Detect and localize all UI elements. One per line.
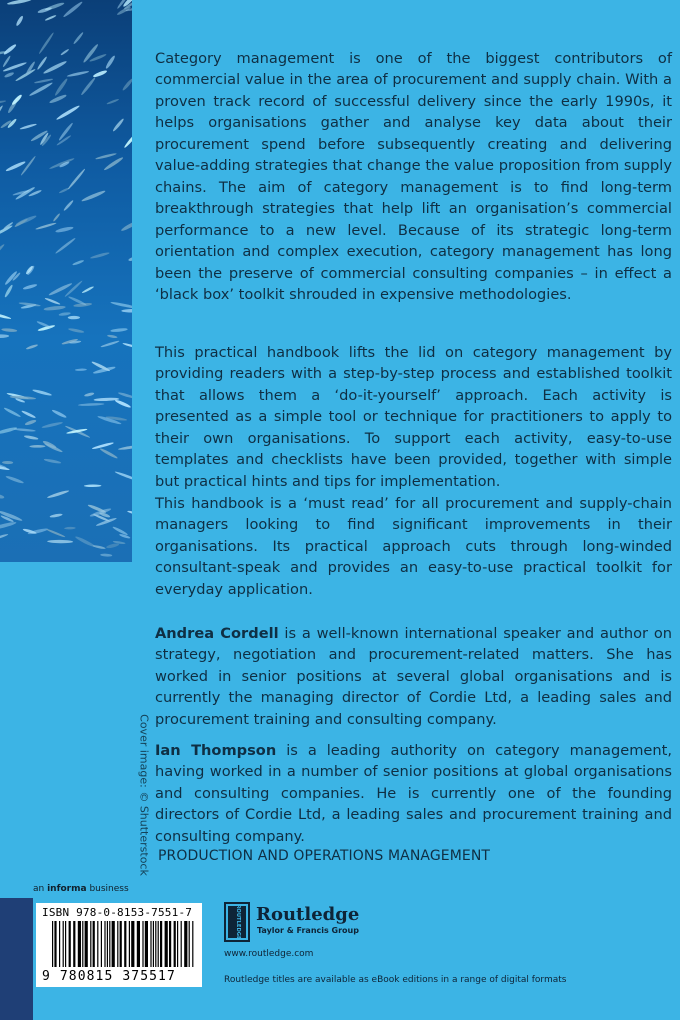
fish-shape xyxy=(1,328,17,333)
fish-shape xyxy=(68,316,80,319)
barcode-bar xyxy=(73,921,75,967)
fish-shape xyxy=(44,1,64,11)
author-bio-text: is a well-known international speaker and author on strategy, negotiation and procurement-related matters. She has worked in senior positions at several global organisations and is currently the managing director of Cordie Ltd, a leading sales and procurement training and consulting company. xyxy=(155,624,673,728)
fish-shape xyxy=(75,368,87,371)
fish-shape xyxy=(44,442,63,453)
fish-shape xyxy=(0,521,17,531)
fish-shape xyxy=(0,493,5,499)
barcode-bar xyxy=(82,921,83,967)
fish-shape xyxy=(2,55,11,67)
barcode-bar xyxy=(90,921,91,967)
barcode-bar xyxy=(54,921,56,967)
fish-shape xyxy=(26,344,39,351)
fish-shape xyxy=(54,78,69,97)
barcode-bar xyxy=(85,921,88,967)
fish-shape xyxy=(78,403,105,407)
fish-shape xyxy=(56,104,81,121)
isbn-barcode xyxy=(36,903,202,987)
barcode-bar xyxy=(181,921,182,967)
fish-shape xyxy=(84,392,95,397)
fish-shape xyxy=(35,222,57,230)
author-bio-text: is a leading authority on category management, having worked in a number of senior positions at global organisations and consulting companies. He is currently one of the founding directors of Cordie Ltd, a leading sales and procurement training and consulting company. xyxy=(155,741,673,845)
fish-shape xyxy=(49,93,68,104)
fish-shape xyxy=(5,160,26,172)
fish-shape xyxy=(36,56,47,71)
cover-credit-text: Cover image: © Shutterstock xyxy=(137,714,151,876)
author-bio-andrea-cordell xyxy=(155,623,672,731)
fish-shape xyxy=(47,540,73,544)
barcode-bar xyxy=(124,921,126,967)
fish-shape xyxy=(46,528,66,538)
fish-shape xyxy=(29,445,45,448)
fish-shape xyxy=(9,395,36,400)
fish-shape xyxy=(24,419,36,426)
fish-shape xyxy=(15,15,24,27)
author-name: Ian Thompson xyxy=(155,741,277,759)
fish-shape xyxy=(67,168,86,190)
fish-shape xyxy=(99,447,118,459)
fish-shape xyxy=(122,342,132,349)
fish-shape xyxy=(75,535,96,548)
barcode-bar xyxy=(131,921,134,967)
barcode-bar xyxy=(158,921,159,967)
fish-shape xyxy=(68,328,84,334)
barcode-bar xyxy=(177,921,178,967)
barcode-bar xyxy=(165,921,168,967)
fish-shape xyxy=(107,334,118,338)
fish-shape xyxy=(3,407,21,418)
fish-shape xyxy=(14,428,36,432)
barcode-bar xyxy=(69,921,71,967)
barcode-bar xyxy=(93,921,95,967)
fish-shape xyxy=(0,100,6,105)
publisher-url: www.routledge.com xyxy=(224,949,314,959)
barcode-bar xyxy=(112,921,115,967)
fish-shape xyxy=(19,123,37,130)
fish-shape xyxy=(100,553,112,557)
fish-shape xyxy=(0,105,4,124)
barcode-bar xyxy=(160,921,162,967)
fish-shape xyxy=(96,517,118,527)
fish-shape xyxy=(24,435,39,441)
fish-shape xyxy=(49,157,75,170)
fish-shape xyxy=(62,0,83,18)
barcode-bar xyxy=(109,921,110,967)
fish-shape xyxy=(5,475,24,484)
barcode-bar xyxy=(155,921,156,967)
fish-shape xyxy=(4,71,15,78)
fish-shape xyxy=(59,187,71,194)
barcode-bar xyxy=(63,921,64,967)
fish-shape xyxy=(95,152,117,160)
fish-shape xyxy=(3,43,17,56)
barcode-bar xyxy=(101,921,102,967)
fish-shape xyxy=(51,409,67,419)
blurb-paragraph-1: Category management is one of the biggest contributors of commercial value in the area of procurement and supply chain. With a proven track record of successful delivery since the early 1990s, it helps organisations gather and analyse key data about their procurement spend before subsequently creating and delivering value-adding strategies that change the value proposition from supply chains. The aim of category management is to find long-term breakthrough strategies that help lift an organisation’s commercial performance to a new level. Because of its strategic long-term orientation and complex execution, category management has long been the preserve of commercial consulting companies – in effect a ‘black box’ toolkit shrouded in expensive methodologies. xyxy=(155,49,672,304)
fish-shape xyxy=(127,510,132,515)
barcode-bar xyxy=(145,921,148,967)
navy-color-strip xyxy=(0,898,33,1020)
fish-shape xyxy=(121,309,132,313)
fish-shape xyxy=(15,68,36,82)
fish-shape xyxy=(73,32,84,45)
fish-shape xyxy=(80,77,96,96)
fish-shape xyxy=(123,130,132,148)
barcode-bar xyxy=(59,921,60,967)
author-name: Andrea Cordell xyxy=(155,624,279,642)
fish-school-image xyxy=(0,0,132,562)
barcode-bar xyxy=(65,921,66,967)
fish-shape xyxy=(41,421,63,429)
barcode-bar xyxy=(169,921,171,967)
fish-shape xyxy=(0,533,9,541)
fish-shape xyxy=(128,256,132,262)
fish-shape xyxy=(84,484,101,487)
fish-shape xyxy=(21,410,36,419)
fish-shape xyxy=(100,340,120,348)
fish-shape xyxy=(105,55,116,70)
fish-shape xyxy=(0,312,11,320)
fish-shape xyxy=(4,284,14,298)
barcode-bar xyxy=(150,921,151,967)
publisher-name: Routledge xyxy=(256,904,360,925)
fish-shape xyxy=(49,513,62,518)
author-bio-ian-thompson xyxy=(155,740,672,848)
fish-shape xyxy=(44,305,66,311)
fish-shape xyxy=(90,252,110,260)
routledge-logo-text: ROUTLEDGE xyxy=(235,904,241,940)
fish-shape xyxy=(20,155,36,176)
fish-shape xyxy=(114,471,132,482)
fish-shape xyxy=(64,527,76,530)
fish-shape xyxy=(120,220,132,232)
fish-shape xyxy=(0,426,17,435)
barcode-bar xyxy=(184,921,187,967)
fish-shape xyxy=(92,442,114,450)
isbn-label: ISBN 978-0-8153-7551-7 xyxy=(42,906,193,919)
fish-shape xyxy=(97,415,122,425)
fish-shape xyxy=(42,60,67,75)
ebook-availability-note: Routledge titles are available as eBook editions in a range of digital formats xyxy=(224,975,567,985)
fish-shape xyxy=(0,243,5,261)
blurb-paragraph-3: This handbook is a ‘must read’ for all procurement and supply-chain managers looking to find significant improvements in their organisations. Its practical approach cuts through long-winded consultant-speak and provides an easy-to-use practical toolkit for everyday application. xyxy=(155,494,672,598)
fish-shape xyxy=(60,48,69,56)
barcode-bar xyxy=(142,921,143,967)
fish-shape xyxy=(110,301,132,310)
fish-shape xyxy=(2,461,13,464)
fish-shape xyxy=(14,218,28,228)
fish-shape xyxy=(44,297,60,305)
informa-tagline xyxy=(33,884,129,894)
barcode-bar xyxy=(189,921,190,967)
fish-shape xyxy=(48,282,73,297)
fish-shape xyxy=(64,280,83,298)
fish-shape xyxy=(47,489,70,499)
fish-shape xyxy=(81,189,106,202)
fish-shape xyxy=(92,69,107,78)
fish-shape xyxy=(110,328,128,333)
informa-prefix: an xyxy=(33,884,48,894)
cover-image-credit xyxy=(133,714,155,876)
fish-shape xyxy=(67,70,90,77)
fish-shape xyxy=(72,259,84,266)
barcode-bar xyxy=(174,921,176,967)
fish-shape xyxy=(29,81,54,97)
barcode-bar xyxy=(97,921,98,967)
barcode-bar xyxy=(153,921,154,967)
fish-shape xyxy=(112,118,125,132)
fish-shape xyxy=(7,0,32,6)
blurb-paragraph-2: This practical handbook lifts the lid on category management by providing readers with a step-by-step process and established toolkit that allows them a ‘do-it-yourself’ approach. Each activity is presented as a simple tool or technique for practitioners to apply to their own organisations. To support each activity, easy-to-use templates and checklists have been provided, together with simple but practical hints and tips for implementation. xyxy=(155,343,672,490)
fish-shape xyxy=(0,334,9,338)
fish-shape xyxy=(114,399,131,409)
subject-category: PRODUCTION AND OPERATIONS MANAGEMENT xyxy=(158,848,491,864)
informa-brand: informa xyxy=(47,884,87,894)
fish-shape xyxy=(11,94,23,106)
routledge-logo-icon xyxy=(224,902,250,942)
informa-suffix: business xyxy=(86,884,129,894)
fish-shape xyxy=(118,444,132,451)
fish-shape xyxy=(106,98,119,105)
fish-shape xyxy=(44,458,62,464)
barcode-bar xyxy=(52,921,53,967)
barcode-bar xyxy=(129,921,130,967)
publisher-group: Taylor & Francis Group xyxy=(257,926,359,935)
barcode-bar xyxy=(137,921,140,967)
cover-photo-fish-school xyxy=(0,0,132,562)
fish-shape xyxy=(23,283,38,290)
barcode-bar xyxy=(104,921,105,967)
fish-shape xyxy=(32,389,52,397)
barcode-bar xyxy=(192,921,193,967)
fish-shape xyxy=(38,32,55,55)
barcode-bar xyxy=(120,921,122,967)
barcode-bar xyxy=(107,921,108,967)
barcode-bar xyxy=(117,921,118,967)
fish-shape xyxy=(92,544,106,549)
fish-shape xyxy=(58,312,70,317)
fish-shape xyxy=(55,237,77,254)
fish-shape xyxy=(106,543,120,550)
fish-shape xyxy=(52,213,60,222)
fish-shape xyxy=(55,226,74,234)
barcode-bar xyxy=(78,921,81,967)
fish-shape xyxy=(63,199,74,211)
barcode-digits: 9 780815 375517 xyxy=(42,969,176,984)
fish-shape xyxy=(81,286,94,294)
fish-shape xyxy=(118,392,132,400)
fish-shape xyxy=(103,156,124,171)
fish-shape xyxy=(122,78,132,92)
fish-shape xyxy=(45,14,57,21)
